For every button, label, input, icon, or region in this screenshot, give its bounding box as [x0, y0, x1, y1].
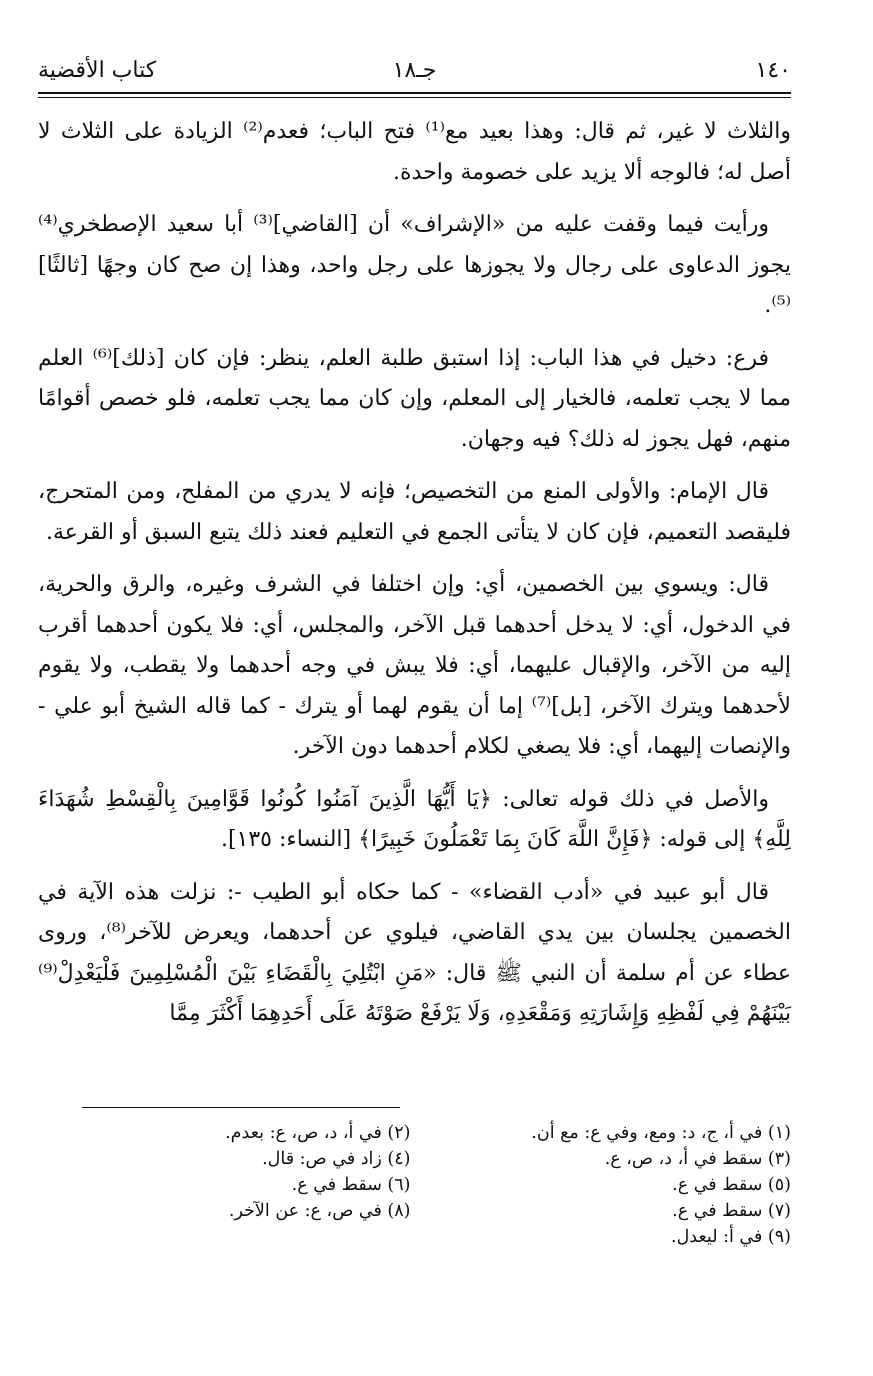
volume-label: جـ١٨ — [392, 58, 437, 83]
footnote: (٧) سقط في ع. — [672, 1201, 791, 1221]
footnote: (٦) سقط في ع. — [291, 1175, 411, 1195]
footnote: (٥) سقط في ع. — [672, 1175, 791, 1195]
paragraph — [38, 780, 791, 861]
paragraph-text: والثلاث لا غير، ثم قال: وهذا بعيد مع⁽¹⁾ فتح الباب؛ فعدم⁽²⁾ الزيادة على الثلاث لا أصل له؛ فالوجه ألا يزيد على خصومة واحدة. — [38, 119, 791, 185]
footnote: (٩) في أ: ليعدل. — [671, 1227, 791, 1247]
paragraph-text: قال أبو عبيد في «أدب القضاء» - كما حكاه أبو الطيب -: نزلت هذه الآية في الخصمين يجلسان بين يدي القاضي، فيلوي عن أحدهما، ويعرض للآخر⁽⁸⁾، وروى عطاء عن أم سلمة أن النبي ﷺ قال: «مَنِ ابْتُلِيَ بِالْقَضَاءِ بَيْنَ الْمُسْلِمِينَ فَلْيَعْدِلْ⁽⁹⁾ بَيْنَهُمْ فِي لَفْظِهِ وَإِشَارَتِهِ وَمَقْعَدِهِ، وَلَا يَرْفَعْ صَوْتَهُ عَلَى أَحَدِهِمَا أَكْثَرَ مِمَّا — [38, 879, 791, 1026]
paragraph — [38, 472, 791, 553]
paragraph-text: ورأيت فيما وقفت عليه من «الإشراف» أن [القاضي]⁽³⁾ أبا سعيد الإصطخري⁽⁴⁾ يجوز الدعاوى على رجال ولا يجوزها على رجل واحد، وهذا إن صح كان وجهًا [ثالثًا]⁽⁵⁾. — [38, 212, 791, 318]
header-rule-thick — [38, 92, 791, 94]
paragraph-text: فرع: دخيل في هذا الباب: إذا استبق طلبة العلم، ينظر: فإن كان [ذلك]⁽⁶⁾ العلم مما لا يجب تعلمه، فالخيار إلى المعلم، وإن كان مما يجب تعلمه، فلو خصص أقوامًا منهم، فهل يجوز له ذلك؟ فيه وجهان. — [38, 345, 791, 452]
main-text — [38, 112, 791, 1035]
book-title: كتاب الأقضية — [38, 58, 157, 83]
paragraph-text: قال: ويسوي بين الخصمين، أي: وإن اختلفا في الشرف وغيره، والرق والحرية، في الدخول، أي: لا يدخل أحدهما قبل الآخر، والمجلس، أي: فلا يكون أحدهما أقرب إليه من الآخر، والإقبال عليهما، أي: فلا يبش في وجه أحدهما ولا يقطب، ولا يقوم لأحدهما ويترك الآخر، [بل]⁽⁷⁾ إما أن يقوم لهما أو يترك - كما قاله الشيخ أبو علي - والإنصات إليهما، أي: فلا يصغي لكلام أحدهما دون الآخر. — [38, 572, 791, 759]
footnote: (٨) في ص، ع: عن الآخر. — [228, 1201, 411, 1221]
paragraph — [38, 205, 791, 327]
paragraph — [38, 873, 791, 1035]
footnote: (١) في أ، ج، د: ومع، وفي ع: مع أن. — [531, 1123, 791, 1143]
paragraph-text: والأصل في ذلك قوله تعالى: ﴿يَا أَيُّهَا الَّذِينَ آمَنُوا كُونُوا قَوَّامِينَ بِالْقِسْطِ شُهَدَاءَ لِلَّهِ﴾ إلى قوله: ﴿فَإِنَّ اللَّهَ كَانَ بِمَا تَعْمَلُونَ خَبِيرًا﴾ [النساء: ١٣٥]. — [38, 786, 791, 852]
footnote: (٣) سقط في أ، د، ص، ع. — [604, 1149, 791, 1169]
paragraph — [38, 565, 791, 768]
footnotes — [60, 1120, 791, 1250]
paragraph-text: قال الإمام: والأولى المنع من التخصيص؛ فإنه لا يدري من المفلح، ومن المتحرج، فليقصد التعميم، فإن كان لا يتأتى الجمع في التعليم فعند ذلك يتبع السبق أو القرعة. — [38, 479, 791, 545]
footnote: (٤) زاد في ص: قال. — [262, 1149, 411, 1169]
page-number: ١٤٠ — [755, 58, 791, 83]
footnote-separator — [82, 1107, 400, 1108]
running-header — [38, 56, 791, 86]
footnote: (٢) في أ، د، ص، ع: بعدم. — [225, 1123, 411, 1143]
paragraph — [38, 112, 791, 193]
header-rule-thin — [38, 97, 791, 98]
paragraph — [38, 339, 791, 461]
